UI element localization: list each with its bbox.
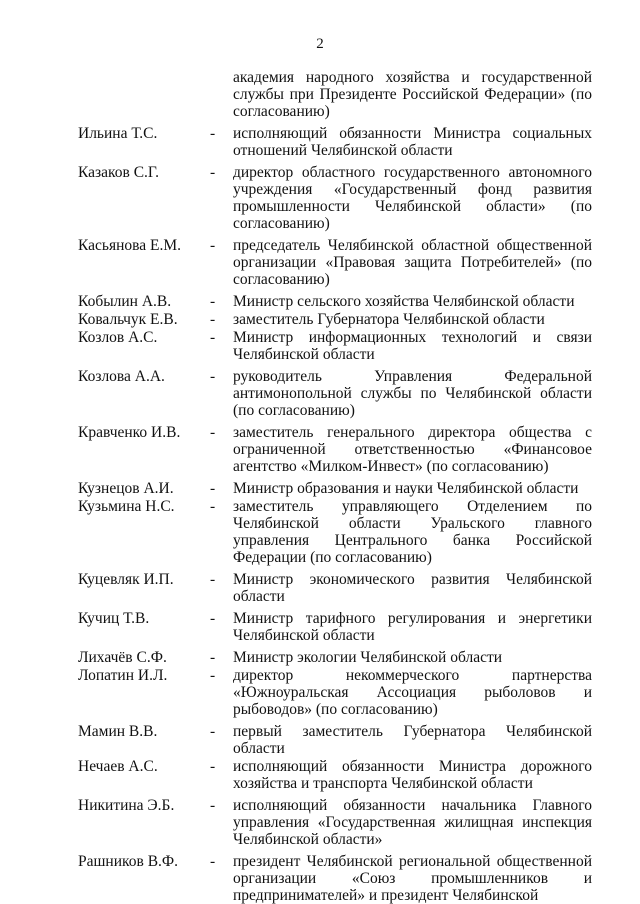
entry-description: академия народного хозяйства и государственной службы при Президенте Российской Федерации» (по согласованию) [233,69,592,120]
entry-description: президент Челябинской региональной общественной организации «Союз промышленников и предпринимателей» и президент Челябинской [233,853,592,904]
entry-description: первый заместитель Губернатора Челябинской области [233,723,592,757]
entry-description: Министр сельского хозяйства Челябинской области [233,293,575,310]
entry-description: Министр экономического развития Челябинской области [233,571,592,605]
entry-description: председатель Челябинской областной общественной организации «Правовая защита Потребителей» (по согласованию) [233,237,592,288]
list-item [0,649,640,666]
list-item [0,758,640,792]
entry-name: Касьянова Е.М. [78,237,182,254]
entry-description: Министр экологии Челябинской области [233,649,503,666]
list-item [0,125,640,159]
list-item [0,498,640,566]
entry-name: Козлова А.А. [78,368,165,385]
entry-dash: - [210,125,216,142]
entry-name: Козлов А.С. [78,329,158,346]
entry-dash: - [210,237,216,254]
entry-name: Кравченко И.В. [78,424,181,441]
entry-name: Казаков С.Г. [78,164,160,181]
entry-name: Лихачёв С.Ф. [78,649,167,666]
entry-dash: - [210,667,216,684]
entry-dash: - [210,498,216,515]
entry-dash: - [210,610,216,627]
entry-name: Ильина Т.С. [78,125,158,142]
entry-dash: - [210,164,216,181]
entry-name: Лопатин И.Л. [78,667,168,684]
list-item [0,311,640,328]
entry-description: Министр тарифного регулирования и энергетики Челябинской области [233,610,592,644]
list-item [0,723,640,757]
entry-description: заместитель генерального директора общества с ограниченной ответственностью «Финансовое агентство «Милком-Инвест» (по согласованию) [233,424,592,475]
entry-dash: - [210,424,216,441]
entry-name: Рашников В.Ф. [78,853,179,870]
entry-dash: - [210,311,216,328]
list-item [0,329,640,363]
entry-dash: - [210,368,216,385]
list-item [0,667,640,718]
entry-name: Нечаев А.С. [78,758,158,775]
continuation-entry [0,69,640,120]
entry-description: исполняющий обязанности Министра дорожного хозяйства и транспорта Челябинской области [233,758,592,792]
list-item [0,424,640,475]
entry-dash: - [210,723,216,740]
entry-description: Министр образования и науки Челябинской области [233,480,579,497]
entry-description: заместитель Губернатора Челябинской области [233,311,545,328]
list-item [0,237,640,288]
entry-description: Министр информационных технологий и связи Челябинской области [233,329,592,363]
entry-dash: - [210,293,216,310]
list-item [0,610,640,644]
page-number: 2 [316,36,324,52]
entry-dash: - [210,571,216,588]
entry-name: Мамин В.В. [78,723,158,740]
list-item [0,368,640,419]
entry-dash: - [210,853,216,870]
entry-name: Кузьмина Н.С. [78,498,175,515]
entry-description: директор областного государственного автономного учреждения «Государственный фонд развития промышленности Челябинской области» (по согласованию) [233,164,592,232]
entry-name: Куцевляк И.П. [78,571,174,588]
members-list [0,69,640,904]
entry-dash: - [210,329,216,346]
list-item [0,853,640,904]
list-item [0,797,640,848]
entry-description: директор некоммерческого партнерства «Южноуральская Ассоциация рыболовов и рыбоводов» (по согласованию) [233,667,592,718]
entry-dash: - [210,758,216,775]
entry-name: Кучиц Т.В. [78,610,150,627]
list-item [0,164,640,232]
entry-description: руководитель Управления Федеральной антимонопольной службы по Челябинской области (по согласованию) [233,368,592,419]
entry-name: Ковальчук Е.В. [78,311,178,328]
list-item [0,480,640,497]
entry-name: Кобылин А.В. [78,293,172,310]
entry-description: исполняющий обязанности Министра социальных отношений Челябинской области [233,125,592,159]
entry-name: Никитина Э.Б. [78,797,175,814]
entry-description: исполняющий обязанности начальника Главного управления «Государственная жилищная инспекция Челябинской области» [233,797,592,848]
entry-dash: - [210,797,216,814]
entry-dash: - [210,649,216,666]
entry-dash: - [210,480,216,497]
list-item [0,293,640,310]
entry-name: Кузнецов А.И. [78,480,174,497]
entry-description: заместитель управляющего Отделением по Челябинской области Уральского главного управления Центрального банка Российской Федерации (по согласованию) [233,498,592,566]
list-item [0,571,640,605]
